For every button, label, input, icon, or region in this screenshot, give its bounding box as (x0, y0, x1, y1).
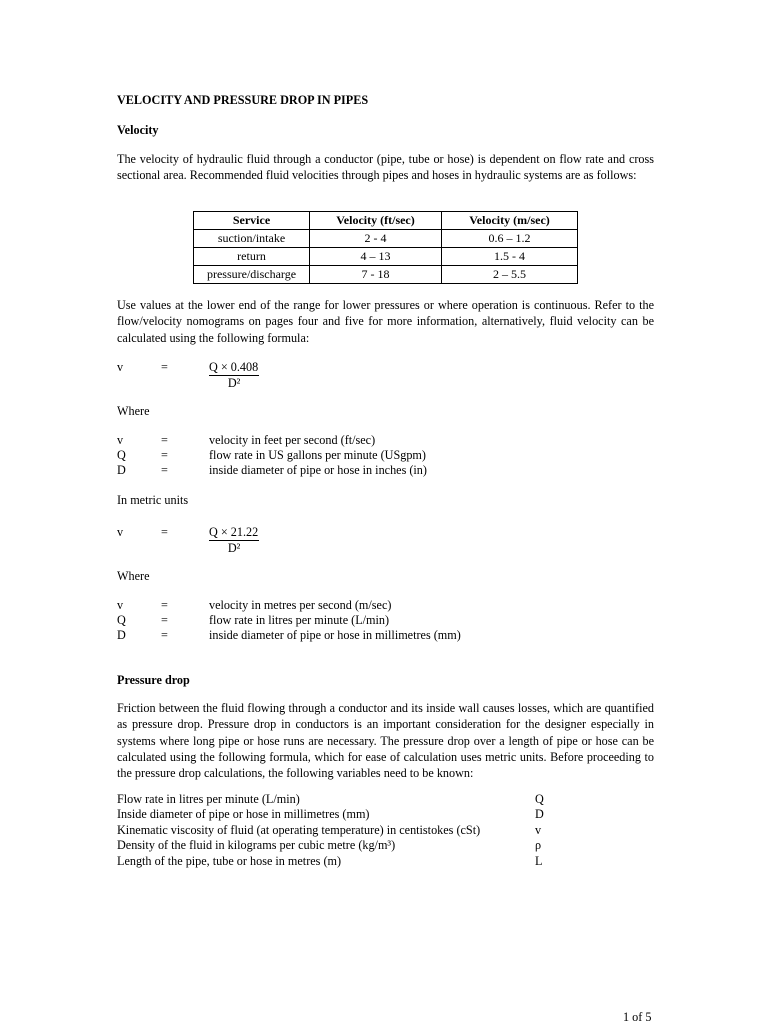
required-variable-row (117, 791, 557, 807)
metric-formula-equals: = (161, 525, 168, 539)
table-cell: 0.6 – 1.2 (442, 230, 578, 248)
imperial-formula-fraction (209, 360, 259, 390)
required-variable-symbol: ρ (535, 838, 542, 852)
var-description: inside diameter of pipe or hose in inches (in) (209, 463, 427, 477)
imperial-formula-lhs: v (117, 360, 124, 374)
where-label-metric: Where (117, 569, 150, 583)
table-cell: return (194, 248, 310, 266)
table-header-velocity-m: Velocity (m/sec) (442, 212, 578, 230)
imperial-formula-numerator: Q × 0.408 (209, 360, 259, 374)
table-cell: suction/intake (194, 230, 310, 248)
table-cell: 7 - 18 (310, 266, 442, 284)
table-header-velocity-ft: Velocity (ft/sec) (310, 212, 442, 230)
table-cell: 2 – 5.5 (442, 266, 578, 284)
table-header-service: Service (194, 212, 310, 230)
metric-formula-lhs: v (117, 525, 124, 539)
var-description: flow rate in US gallons per minute (USgpm) (209, 448, 426, 462)
var-equals: = (161, 598, 168, 612)
pressure-drop-intro: Friction between the fluid flowing through a conductor and its inside wall causes losses, which are quantified as pressure drop. Pressure drop in conductors is an important consideration for the designer especially in systems where long pipe or hose runs are necessary. The pressure drop over a length of pipe or hose can be calculated using the following formula, which for ease of calculation uses metric units. Before proceeding to the pressure drop calculations, the following variables need to be known: (117, 701, 654, 781)
metric-formula-fraction (209, 525, 259, 555)
table-row (194, 266, 578, 284)
required-variable-desc: Kinematic viscosity of fluid (at operating temperature) in centistokes (cSt) (117, 823, 481, 837)
table-header-row (194, 212, 578, 230)
velocity-intro: The velocity of hydraulic fluid through a conductor (pipe, tube or hose) is dependent on flow rate and cross sectional area. Recommended fluid velocities through pipes and hoses in hydraulic systems are as follows: (117, 152, 654, 183)
metric-label: In metric units (117, 493, 189, 507)
var-equals: = (161, 463, 168, 477)
imperial-formula-denominator: D² (227, 376, 241, 390)
var-symbol: D (117, 463, 126, 477)
where-label-imperial: Where (117, 404, 150, 418)
table-cell: 1.5 - 4 (442, 248, 578, 266)
var-symbol: Q (117, 448, 126, 462)
var-symbol: v (117, 598, 124, 612)
table-row (194, 230, 578, 248)
var-equals: = (161, 433, 168, 447)
metric-formula-numerator: Q × 21.22 (209, 525, 259, 539)
var-description: velocity in feet per second (ft/sec) (209, 433, 376, 447)
required-variable-row (117, 837, 557, 853)
velocity-heading: Velocity (117, 123, 159, 137)
required-variable-symbol: D (535, 807, 544, 821)
var-symbol: Q (117, 613, 126, 627)
required-variable-desc: Inside diameter of pipe or hose in millimetres (mm) (117, 807, 370, 821)
table-cell: pressure/discharge (194, 266, 310, 284)
var-equals: = (161, 448, 168, 462)
required-variable-symbol: Q (535, 792, 544, 806)
metric-formula-denominator: D² (227, 541, 241, 555)
var-equals: = (161, 628, 168, 642)
var-symbol: v (117, 433, 124, 447)
table-cell: 4 – 13 (310, 248, 442, 266)
page-title: VELOCITY AND PRESSURE DROP IN PIPES (117, 93, 369, 107)
table-cell: 2 - 4 (310, 230, 442, 248)
pressure-drop-heading: Pressure drop (117, 673, 190, 687)
velocity-table (193, 211, 578, 284)
required-variable-row (117, 806, 557, 822)
required-variable-symbol: L (535, 854, 543, 868)
required-variable-row (117, 853, 557, 869)
var-description: velocity in metres per second (m/sec) (209, 598, 392, 612)
required-variable-desc: Density of the fluid in kilograms per cubic metre (kg/m³) (117, 838, 396, 852)
imperial-formula-equals: = (161, 360, 168, 374)
required-variable-desc: Length of the pipe, tube or hose in metres (m) (117, 854, 342, 868)
required-variable-desc: Flow rate in litres per minute (L/min) (117, 792, 300, 806)
table-row (194, 248, 578, 266)
var-description: inside diameter of pipe or hose in millimetres (mm) (209, 628, 461, 642)
velocity-note: Use values at the lower end of the range for lower pressures or where operation is continuous. Refer to the flow/velocity nomograms on pages four and five for more information, alternatively, fluid velocity can be calculated using the following formula: (117, 298, 654, 345)
required-variable-symbol: v (535, 823, 542, 837)
var-description: flow rate in litres per minute (L/min) (209, 613, 390, 627)
var-symbol: D (117, 628, 126, 642)
var-equals: = (161, 613, 168, 627)
page-number: 1 of 5 (623, 1010, 652, 1024)
required-variable-row (117, 822, 557, 838)
